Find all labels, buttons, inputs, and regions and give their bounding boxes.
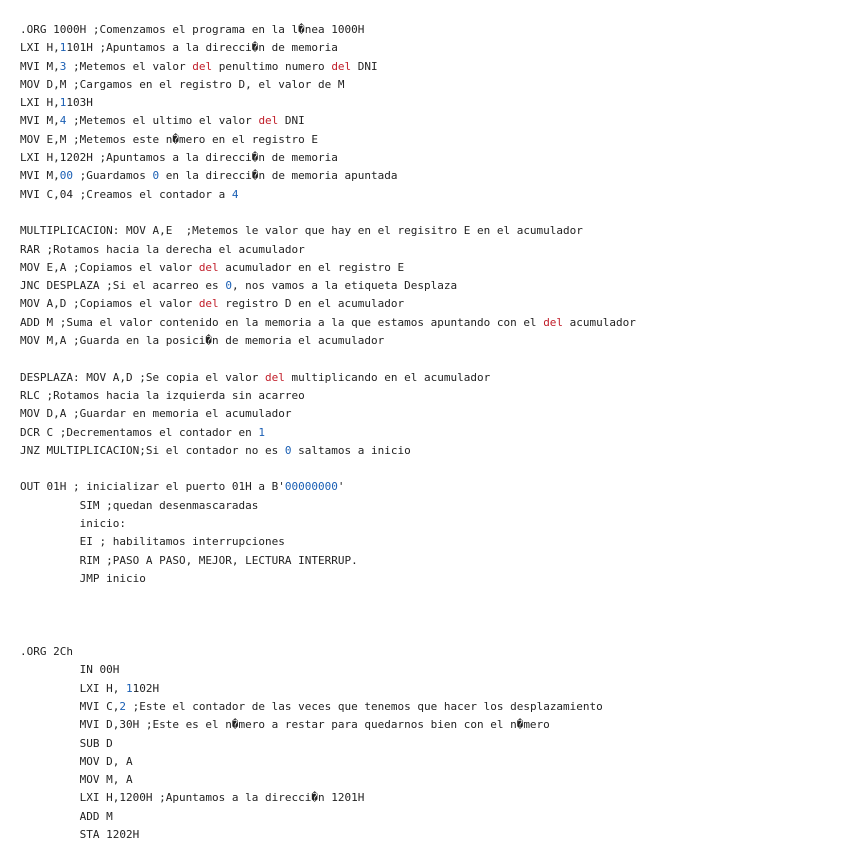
code-token-text: 101H ;Apuntamos a la direcci�n de memoria [66, 41, 338, 55]
code-token-keyword: del [192, 59, 213, 73]
code-token-text: LXI H, [20, 681, 126, 695]
code-token-text: STA 1202H [20, 828, 140, 842]
code-token-text: MULTIPLICACION: MOV A,E ;Metemos le valor que hay en el regisitro E en el acumulador [20, 224, 583, 238]
code-token-text: MOV M, A [20, 773, 133, 787]
code-token-text: .ORG 2Ch [20, 645, 73, 659]
code-token-text: ;Metemos el ultimo el valor [66, 114, 259, 128]
code-line [20, 698, 848, 716]
code-token-text: MVI C, [20, 699, 120, 713]
code-token-text: LXI H, [20, 41, 60, 55]
code-token-text: RIM ;PASO A PASO, MEJOR, LECTURA INTERRUP. [20, 553, 358, 567]
code-line [20, 39, 848, 57]
code-token-number: 1 [125, 681, 133, 695]
code-token-text: , nos vamos a la etiqueta Desplaza [231, 279, 458, 293]
code-token-number: 00000000 [284, 480, 338, 494]
code-token-number: 2 [119, 699, 126, 713]
code-token-text: DNI [278, 114, 305, 128]
code-token-text: SIM ;quedan desenmascaradas [20, 498, 259, 512]
code-token-text: DCR C ;Decrementamos el contador en [20, 425, 259, 439]
code-token-text: EI ; habilitamos interrupciones [20, 535, 285, 549]
code-token-text: MVI C,04 ;Creamos el contador a [20, 187, 232, 201]
code-line [20, 424, 848, 442]
code-token-text: RLC ;Rotamos hacia la izquierda sin acarreo [20, 388, 305, 402]
code-token-number: 4 [231, 187, 239, 201]
code-line [20, 241, 848, 259]
code-line [20, 607, 848, 625]
code-line [20, 442, 848, 460]
code-token-text: en la direcci�n de memoria apuntada [159, 169, 398, 183]
code-token-text: JNC DESPLAZA ;Si el acarreo es [20, 279, 226, 293]
code-line [20, 497, 848, 515]
code-line [20, 21, 848, 39]
code-token-text: MOV D,A ;Guardar en memoria el acumulador [20, 407, 292, 421]
code-token-number: 1 [258, 425, 266, 439]
code-line [20, 149, 848, 167]
code-token-text: MOV E,M ;Metemos este n�mero en el registro E [20, 132, 319, 146]
code-line [20, 460, 848, 478]
code-line [20, 771, 848, 789]
code-line [20, 387, 848, 405]
code-token-text: saltamos a inicio [291, 443, 411, 457]
code-token-text: JNZ MULTIPLICACION;Si el contador no es [20, 443, 285, 457]
code-line [20, 167, 848, 185]
code-token-text: 103H [66, 96, 93, 110]
code-line [20, 314, 848, 332]
code-token-keyword: del [198, 260, 219, 274]
code-line [20, 753, 848, 771]
code-line [20, 112, 848, 130]
code-line [20, 222, 848, 240]
code-token-text: MVI M, [20, 114, 60, 128]
code-line [20, 332, 848, 350]
code-line [20, 478, 848, 496]
code-token-text: ADD M ;Suma el valor contenido en la memoria a la que estamos apuntando con el [20, 315, 544, 329]
code-line [20, 94, 848, 112]
code-token-keyword: del [543, 315, 564, 329]
code-token-text: ' [337, 480, 345, 494]
code-line [20, 186, 848, 204]
code-line [20, 808, 848, 826]
code-token-number: 0 [225, 279, 232, 293]
code-token-text: SUB D [20, 736, 113, 750]
code-token-number: 1 [59, 41, 67, 55]
code-token-text: MVI D,30H ;Este es el n�mero a restar para quedarnos bien con el n�mero [20, 718, 550, 732]
code-line [20, 515, 848, 533]
code-line [20, 570, 848, 588]
code-line [20, 350, 848, 368]
code-token-number: 4 [59, 114, 67, 128]
code-token-text: inicio: [20, 517, 126, 531]
code-line [20, 131, 848, 149]
code-token-number: 00 [59, 169, 73, 183]
code-token-text: JMP inicio [20, 571, 146, 585]
code-line [20, 76, 848, 94]
code-line [20, 643, 848, 661]
code-line [20, 735, 848, 753]
code-token-text: ADD M [20, 809, 113, 823]
code-token-text: acumulador [563, 315, 636, 329]
code-token-text: LXI H, [20, 96, 60, 110]
code-token-keyword: del [258, 114, 279, 128]
code-line [20, 588, 848, 606]
code-token-text: MVI M, [20, 169, 60, 183]
code-token-text: DESPLAZA: MOV A,D ;Se copia el valor [20, 370, 266, 384]
code-token-text: 102H [132, 681, 160, 695]
code-token-text: MOV D, A [20, 754, 133, 768]
code-token-text: MOV M,A ;Guarda en la posici�n de memoria el acumulador [20, 334, 385, 348]
code-token-number: 3 [59, 59, 67, 73]
code-token-text: MOV D,M ;Cargamos en el registro D, el valor de M [20, 77, 345, 91]
code-line [20, 533, 848, 551]
code-line [20, 552, 848, 570]
code-token-text: IN 00H [20, 663, 120, 677]
code-token-text: multiplicando en el acumulador [284, 370, 491, 384]
code-token-text: OUT 01H ; inicializar el puerto 01H a B' [20, 480, 285, 494]
code-token-text: registro D en el acumulador [218, 297, 405, 311]
code-token-number: 1 [59, 96, 67, 110]
code-token-text: ;Este el contador de las veces que tenemos que hacer los desplazamiento [125, 699, 603, 713]
code-line [20, 204, 848, 222]
code-token-keyword: del [331, 59, 352, 73]
code-line [20, 625, 848, 643]
code-line [20, 295, 848, 313]
code-token-text: ;Metemos el valor [66, 59, 193, 73]
code-token-keyword: del [265, 370, 285, 384]
code-token-text: .ORG 1000H ;Comenzamos el programa en la l�nea 1000H [20, 23, 365, 36]
code-token-text: MOV E,A ;Copiamos el valor [20, 260, 199, 274]
code-token-text: LXI H,1200H ;Apuntamos a la direcci�n 1201H [20, 791, 365, 805]
code-token-number: 0 [284, 443, 292, 457]
code-line [20, 661, 848, 679]
code-token-text: LXI H,1202H ;Apuntamos a la direcci�n de memoria [20, 151, 338, 165]
code-line [20, 259, 848, 277]
code-token-text: acumulador en el registro E [218, 260, 405, 274]
code-line [20, 826, 848, 844]
code-token-keyword: del [198, 297, 219, 311]
code-token-text: DNI [351, 59, 378, 73]
code-token-text: penultimo numero [212, 59, 332, 73]
code-line [20, 405, 848, 423]
code-line [20, 58, 848, 76]
code-line [20, 369, 848, 387]
code-line [20, 789, 848, 807]
code-token-text: RAR ;Rotamos hacia la derecha el acumulador [20, 242, 305, 256]
code-line [20, 680, 848, 698]
code-token-text: MVI M, [20, 59, 60, 73]
code-line [20, 716, 848, 734]
code-token-text: MOV A,D ;Copiamos el valor [20, 297, 199, 311]
code-line [20, 277, 848, 295]
code-token-text: ;Guardamos [73, 169, 153, 183]
code-token-number: 0 [152, 169, 160, 183]
